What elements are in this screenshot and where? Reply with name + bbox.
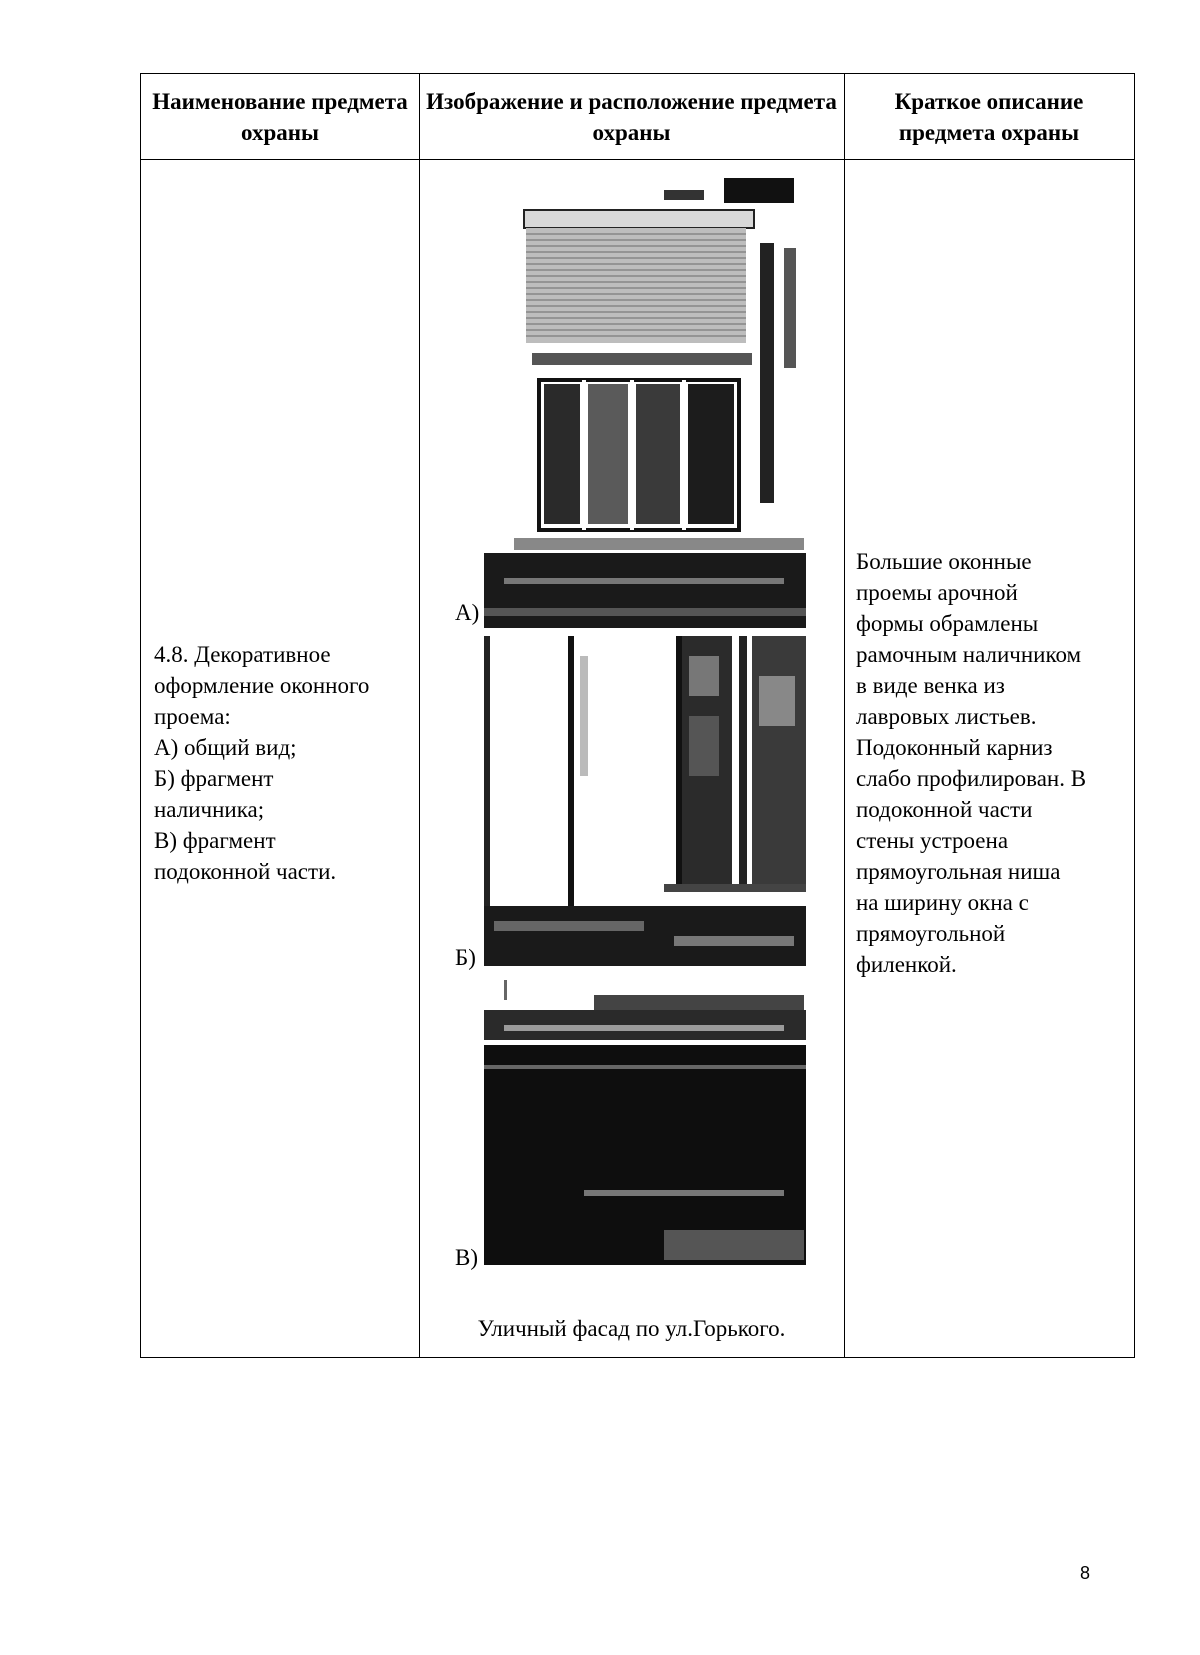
object-name-line: наличника; [154, 797, 265, 822]
object-name-line: 4.8. Декоративное [154, 642, 331, 667]
description-line: проемы арочной [856, 580, 1018, 605]
description-line: Большие оконные [856, 549, 1032, 574]
description-line: рамочным наличником [856, 642, 1082, 667]
photo-b-label: Б) [455, 945, 476, 970]
column-divider [844, 74, 845, 1357]
description-line: прямоугольная ниша [856, 859, 1061, 884]
description-line: филенкой. [856, 952, 957, 977]
page-number: 8 [1080, 1563, 1091, 1583]
description-line: прямоугольной [856, 921, 1006, 946]
photo-b-image [484, 636, 806, 966]
photo-c [484, 975, 806, 1265]
photo-a-label: А) [455, 600, 480, 625]
description-line: подоконной части [856, 797, 1033, 822]
description-line: слабо профилирован. В [856, 766, 1087, 791]
description-line: на ширину окна с [856, 890, 1029, 915]
object-name-line: проема: [154, 704, 231, 729]
header-name-text: Наименование предмета охраны [152, 88, 408, 145]
object-name-line: Б) фрагмент [154, 766, 274, 791]
description-line: формы обрамлены [856, 611, 1039, 636]
object-name-line: В) фрагмент [154, 828, 276, 853]
photo-c-label: В) [455, 1245, 478, 1270]
description-line: Подоконный карниз [856, 735, 1053, 760]
object-name-line: подоконной части. [154, 859, 337, 884]
photo-a [484, 168, 806, 628]
header-description-text: Краткое описание предмета охраны [894, 88, 1084, 145]
photo-c-image [484, 975, 806, 1265]
header-description [844, 74, 1134, 160]
description-line: в виде венка из [856, 673, 1005, 698]
header-image [419, 74, 844, 160]
object-name-cell [154, 639, 409, 887]
heritage-table [140, 73, 1135, 1358]
description-line: стены устроена [856, 828, 1009, 853]
header-name [141, 74, 419, 160]
photo-b [484, 636, 806, 966]
header-image-text: Изображение и расположение предмета охраны [426, 88, 837, 145]
image-cell [419, 160, 844, 1357]
object-name-line: А) общий вид; [154, 735, 297, 760]
photo-caption: Уличный фасад по ул.Горького. [477, 1316, 786, 1341]
description-cell [856, 546, 1128, 980]
photo-a-image [484, 168, 806, 628]
description-line: лавровых листьев. [856, 704, 1037, 729]
object-name-line: оформление оконного [154, 673, 370, 698]
